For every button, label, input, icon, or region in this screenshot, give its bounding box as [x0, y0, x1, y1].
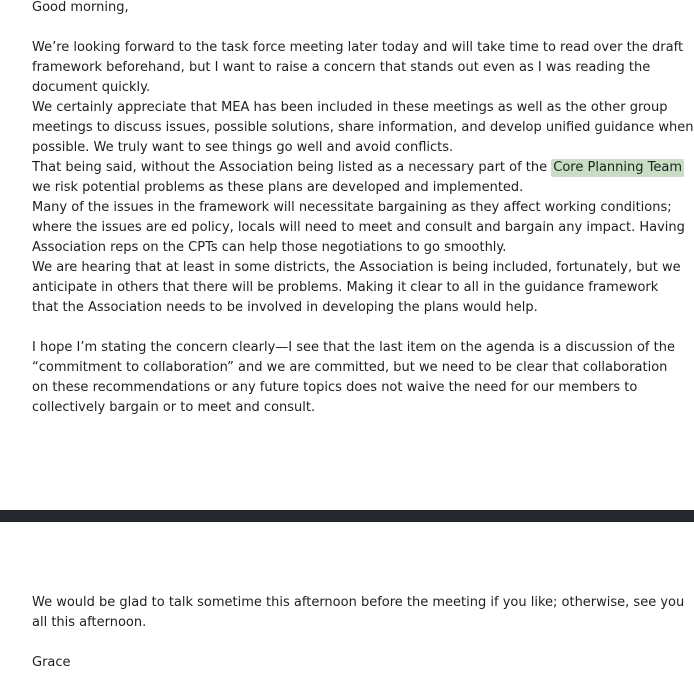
paragraph-line: we risk potential problems as these plans are developed and implemented.: [32, 180, 524, 195]
paragraph-line: that the Association needs to be involved in developing the plans would help.: [32, 300, 538, 315]
paragraph-line: “commitment to collaboration” and we are committed, but we need to be clear that collaboration: [32, 360, 668, 375]
paragraph-line-with-highlight: [32, 158, 684, 178]
greeting-line: Good morning,: [32, 0, 129, 15]
document-page-bottom: [0, 522, 694, 687]
paragraph-line: possible. We truly want to see things go well and avoid conflicts.: [32, 140, 454, 155]
paragraph-line: We certainly appreciate that MEA has been included in these meetings as well as the other group: [32, 100, 668, 115]
paragraph-line: We would be glad to talk sometime this afternoon before the meeting if you like; otherwise, see you: [32, 595, 685, 610]
paragraph-line: where the issues are ed policy, locals will need to meet and consult and bargain any impact. Having: [32, 220, 685, 235]
paragraph-line: I hope I’m stating the concern clearly—I see that the last item on the agenda is a discussion of the: [32, 340, 675, 355]
highlighted-term: Core Planning Team: [553, 160, 682, 175]
paragraph-line: collectively bargain or to meet and consult.: [32, 400, 316, 415]
paragraph-line: on these recommendations or any future topics does not waive the need for our members to: [32, 380, 638, 395]
paragraph-line: We are hearing that at least in some districts, the Association is being included, fortunately, but we: [32, 260, 681, 275]
paragraph-line: Many of the issues in the framework will necessitate bargaining as they affect working conditions;: [32, 200, 672, 215]
paragraph-line: all this afternoon.: [32, 615, 147, 630]
paragraph-line: meetings to discuss issues, possible solutions, share information, and develop unified guidance when: [32, 120, 694, 135]
paragraph-line: Association reps on the CPTs can help those negotiations to go smoothly.: [32, 240, 507, 255]
paragraph-line: anticipate in others that there will be problems. Making it clear to all in the guidance framework: [32, 280, 659, 295]
paragraph-text: That being said, without the Association being listed as a necessary part of the: [32, 160, 552, 175]
paragraph-line: We’re looking forward to the task force meeting later today and will take time to read over the draft: [32, 40, 684, 55]
signature: Grace: [32, 655, 71, 670]
paragraph-line: framework beforehand, but I want to raise a concern that stands out even as I was reading the: [32, 60, 651, 75]
page-break-divider: [0, 510, 694, 522]
paragraph-line: document quickly.: [32, 80, 151, 95]
